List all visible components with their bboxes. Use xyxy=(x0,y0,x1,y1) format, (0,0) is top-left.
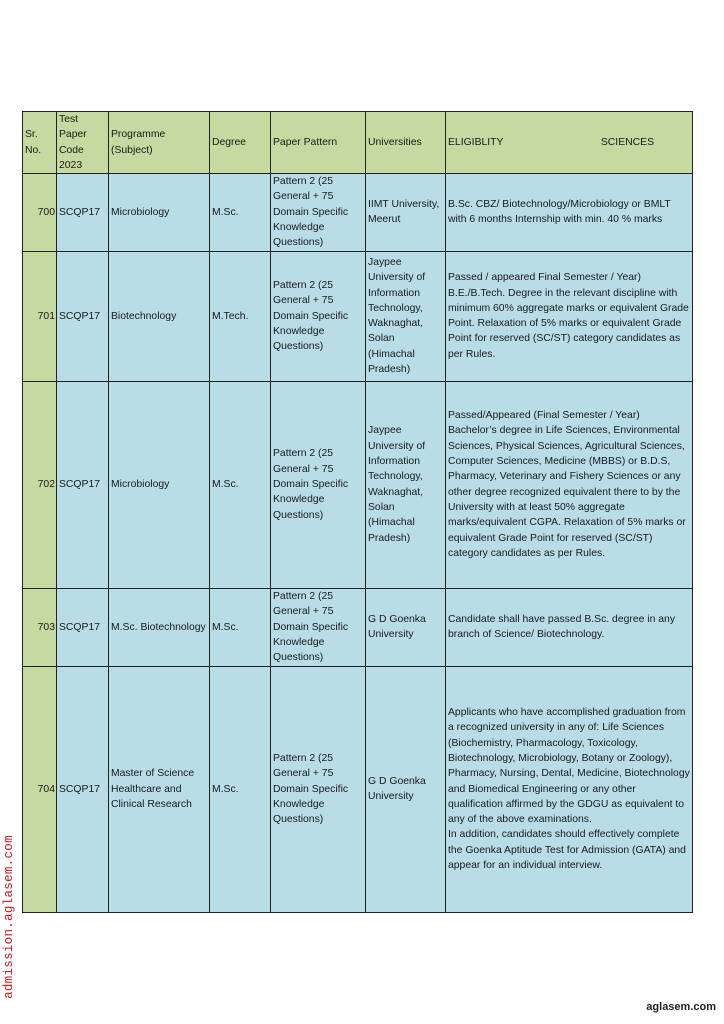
table-row xyxy=(23,666,693,912)
header-universities: Universities xyxy=(366,112,446,174)
cell-code: SCQP17 xyxy=(57,381,109,588)
cell-sr-no: 703 xyxy=(23,588,57,666)
cell-programme: M.Sc. Biotechnology xyxy=(109,588,210,666)
cell-degree: M.Sc. xyxy=(210,588,271,666)
table-row xyxy=(23,251,693,381)
cell-pattern: Pattern 2 (25 General + 75 Domain Specific Knowledge Questions) xyxy=(271,174,366,251)
cell-pattern: Pattern 2 (25 General + 75 Domain Specific Knowledge Questions) xyxy=(271,588,366,666)
header-programme: Programme (Subject) xyxy=(109,112,210,174)
header-degree: Degree xyxy=(210,112,271,174)
table-row xyxy=(23,381,693,588)
eligibility-extra-text: In addition, candidates should effectively complete the Goenka Aptitude Test for Admission (GATA) and appear for an individual interview. xyxy=(448,829,686,871)
eligibility-text: Applicants who have accomplished graduation from a recognized university in any of: Life Sciences (Biochemistry, Pharmacology, Toxicology, Biotechnology, Microbiology, Botany or Zoology), Pharmacy, Nursing, Dental, Medicine, Biotechnology and Biomedical Engineering or any other qualification affirmed by the GDGU as equivalent to any of the above examinations. xyxy=(448,707,690,826)
cell-programme: Biotechnology xyxy=(109,251,210,381)
cell-code: SCQP17 xyxy=(57,251,109,381)
cell-degree: M.Sc. xyxy=(210,666,271,912)
watermark: admission.aglasem.com xyxy=(2,835,16,999)
section-label: SCIENCES xyxy=(600,136,654,148)
table-header-row xyxy=(23,112,693,174)
cell-sr-no: 701 xyxy=(23,251,57,381)
cell-sr-no: 702 xyxy=(23,381,57,588)
cell-university: IIMT University, Meerut xyxy=(366,174,446,251)
header-sr-no: Sr. No. xyxy=(23,112,57,174)
cell-pattern: Pattern 2 (25 General + 75 Domain Specific Knowledge Questions) xyxy=(271,381,366,588)
table-row xyxy=(23,588,693,666)
cell-eligibility: Passed / appeared Final Semester / Year) B.E./B.Tech. Degree in the relevant discipline with minimum 60% aggregate marks or equivalent Grade Point. Relaxation of 5% marks or equivalent Grade Point for reserved (SC/ST) category candidates as per Rules. xyxy=(446,251,693,381)
cell-eligibility: Candidate shall have passed B.Sc. degree in any branch of Science/ Biotechnology. xyxy=(446,588,693,666)
header-test-paper-code: Test Paper Code 2023 xyxy=(57,112,109,174)
cell-pattern: Pattern 2 (25 General + 75 Domain Specific Knowledge Questions) xyxy=(271,666,366,912)
cell-sr-no: 700 xyxy=(23,174,57,251)
cell-eligibility: Passed/Appeared (Final Semester / Year) Bachelor’s degree in Life Sciences, Environmental Sciences, Physical Sciences, Agricultural Sciences, Computer Sciences, Medicine (MBBS) or B.D.S, Pharmacy, Veterinary and Fishery Sciences or any other degree recognized equivalent there to by the University with at least 50% aggregate marks/equivalent CGPA. Relaxation of 5% marks or equivalent Grade Point for reserved (SC/ST) category candidates as per Rules. xyxy=(446,381,693,588)
cell-sr-no: 704 xyxy=(23,666,57,912)
footer-site: aglasem.com xyxy=(646,1001,716,1013)
cell-code: SCQP17 xyxy=(57,666,109,912)
cell-university: Jaypee University of Information Technology, Waknaghat, Solan (Himachal Pradesh) xyxy=(366,381,446,588)
cell-university: G D Goenka University xyxy=(366,666,446,912)
header-eligibility xyxy=(446,112,693,174)
header-paper-pattern: Paper Pattern xyxy=(271,112,366,174)
cell-university: Jaypee University of Information Technology, Waknaghat, Solan (Himachal Pradesh) xyxy=(366,251,446,381)
cell-degree: M.Tech. xyxy=(210,251,271,381)
cell-programme: Microbiology xyxy=(109,381,210,588)
table-row xyxy=(23,174,693,251)
cell-eligibility: B.Sc. CBZ/ Biotechnology/Microbiology or BMLT with 6 months Internship with min. 40 % marks xyxy=(446,174,693,251)
eligibility-label: ELIGIBLITY xyxy=(448,136,504,148)
cell-degree: M.Sc. xyxy=(210,174,271,251)
cell-pattern: Pattern 2 (25 General + 75 Domain Specific Knowledge Questions) xyxy=(271,251,366,381)
cell-degree: M.Sc. xyxy=(210,381,271,588)
cell-eligibility xyxy=(446,666,693,912)
programme-table xyxy=(22,111,693,913)
cell-code: SCQP17 xyxy=(57,588,109,666)
cell-programme: Master of Science Healthcare and Clinical Research xyxy=(109,666,210,912)
cell-programme: Microbiology xyxy=(109,174,210,251)
cell-university: G D Goenka University xyxy=(366,588,446,666)
cell-code: SCQP17 xyxy=(57,174,109,251)
